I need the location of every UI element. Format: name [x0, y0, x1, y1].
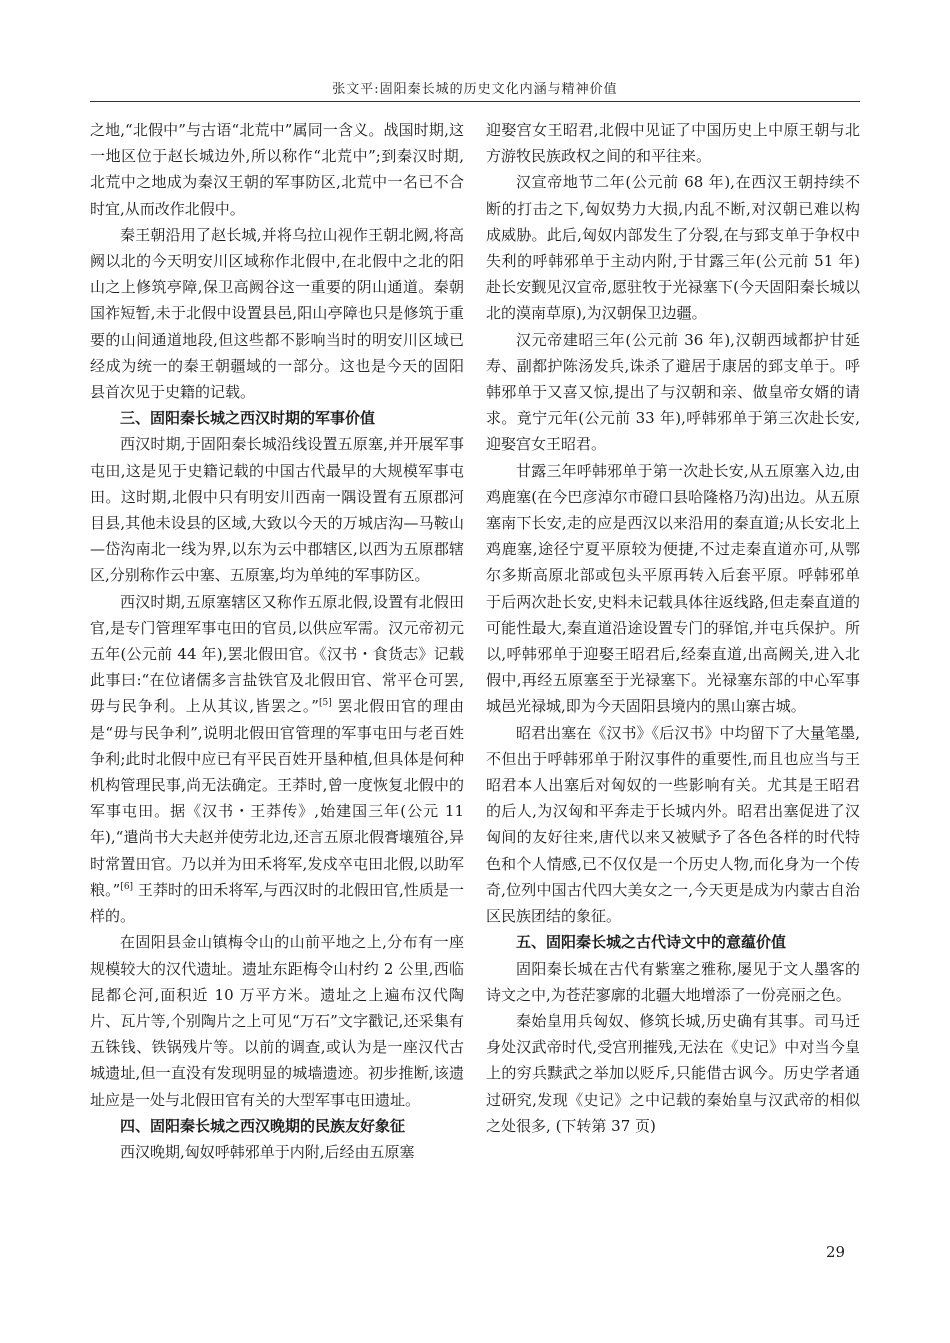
running-title: 张文平:固阳秦长城的历史文化内涵与精神价值 — [332, 82, 618, 97]
paragraph — [90, 589, 464, 930]
text-run: 罢北假田官的理由是“毋与民争利”,说明北假田官管理的军事屯田与老百姓争利;此时北假中应已有平民百姓开垦种植,但具体是何种机构管理民事,尚无法确定。王莽时,曾一度恢复北假中的军事屯田。据《汉书・王莽传》,始建国三年(公元 11 年),“遣尚书大夫赵并使劳北边,还言五原北假膏壤殖谷,异时常置田官。乃以并为田禾将军,发戍卒屯田北假,以助军粮。” — [90, 697, 464, 899]
paragraph: 昭君出塞在《汉书》《后汉书》中均留下了大量笔墨,不但出于呼韩邪单于附汉事件的重要性,而且也应当与王昭君本人出塞后对匈奴的一些影响有关。尤其是王昭君的后人,为汉匈和平奔走于长城内外。昭君出塞促进了汉匈间的友好往来,唐代以来又被赋予了各色各样的时代特色和个人情感,已不仅仅是一个历史人物,而化身为一个传奇,位列中国古代四大美女之一,今天更是成为内蒙古自治区民族团结的象征。 — [486, 723, 860, 926]
paragraph: 西汉晚期,匈奴呼韩邪单于内附,后经由五原塞 — [120, 1142, 415, 1161]
section-heading-5: 五、固阳秦长城之古代诗文中的意蕴价值 — [516, 933, 787, 952]
text-run: 西汉时期,五原塞辖区又称作五原北假,设置有北假田官,是专门管理军事屯田的官员,以供应军需。汉元帝初元五年(公元前 44 年),罢北假田官。《汉书・食货志》记载此事曰:“在位诸儒多言盐铁官及北假田官、常平仓可罢,毋与民争利。上从其议,皆罢之。” — [90, 592, 464, 716]
citation-ref-5: [5] — [318, 698, 332, 709]
paragraph: 汉元帝建昭三年(公元前 36 年),汉朝西域都护甘延寿、副都护陈汤发兵,诛杀了避居于康居的郅支单于。呼韩邪单于又喜又惊,提出了与汉朝和亲、做皇帝女婿的请求。竟宁元年(公元前 33 年),呼韩邪单于第三次赴长安,迎娶宫女王昭君。 — [486, 330, 860, 454]
text-run: 王莽时的田禾将军,与西汉时的北假田官,性质是一样的。 — [90, 880, 464, 926]
paragraph: 甘露三年呼韩邪单于第一次赴长安,从五原塞入边,由鸡鹿塞(在今巴彦淖尔市磴口县哈隆格乃沟)出边。从五原塞南下长安,走的应是西汉以来沿用的秦直道;从长安北上鸡鹿塞,途径宁夏平原较为便捷,不过走秦直道亦可,从鄂尔多斯高原北部或包头平原再转入后套平原。呼韩邪单于后两次赴长安,史料未记载具体往返线路,但走秦直道的可能性最大,秦直道沿途设置专门的驿馆,并屯兵保护。所以,呼韩邪单于迎娶王昭君后,经秦直道,出高阙关,进入北假中,再经五原塞至于光禄塞下。光禄塞东部的中心军事城邑光禄城,即为今天固阳县境内的黑山寨古城。 — [486, 461, 860, 716]
paragraph: 固阳秦长城在古代有紫塞之雅称,屡见于文人墨客的诗文之中,为苍茫寥廓的北疆大地增添了一份亮丽之色。 — [486, 959, 860, 1004]
paragraph — [486, 1008, 860, 1139]
citation-ref-6: [6] — [120, 881, 134, 892]
text-run: 秦始皇用兵匈奴、修筑长城,历史确有其事。司马迁身处汉武帝时代,受宫刑摧残,无法在《史记》中对当今皇上的穷兵黩武之举加以贬斥,只能借古讽今。历史学者通过研究,发现《史记》之中记载的秦始皇与汉武帝的相似之处很多, — [486, 1011, 860, 1135]
paragraph: 西汉时期,于固阳秦长城沿线设置五原塞,并开展军事屯田,这是见于史籍记载的中国古代最早的大规模军事屯田。这时期,北假中只有明安川西南一隅设置有五原郡河目县,其他未设县的区域,大致以今天的万城店沟—马鞍山—岱沟南北一线为界,以东为云中郡辖区,以西为五原郡辖区,分别称作云中塞、五原塞,均为单纯的军事防区。 — [90, 435, 464, 585]
paragraph: 之地,“北假中”与古语“北荒中”属同一含义。战国时期,这一地区位于赵长城边外,所以称作“北荒中”;到秦汉时期,北荒中之地成为秦汉王朝的军事防区,北荒中一名已不合时宜,从而改作北假中。 — [90, 121, 464, 218]
left-column — [90, 117, 464, 1165]
header-rule — [90, 101, 860, 102]
paragraph: 汉宣帝地节二年(公元前 68 年),在西汉王朝持续不断的打击之下,匈奴势力大损,内乱不断,对汉朝已难以构成威胁。此后,匈奴内部发生了分裂,在与郅支单于争权中失利的呼韩邪单于主动内附,于甘露三年(公元前 51 年)赴长安觐见汉宣帝,愿驻牧于光禄塞下(今天固阳秦长城以北的漠南草原),为汉朝保卫边疆。 — [486, 173, 860, 323]
continued-note: (下转第 37 页) — [555, 1116, 656, 1135]
paragraph: 秦王朝沿用了赵长城,并将乌拉山视作王朝北阙,将高阙以北的今天明安川区域称作北假中,在北假中之北的阳山之上修筑亭障,保卫高阙谷这一重要的阴山通道。秦朝国祚短暂,未于北假中设置县邑,阳山亭障也只是修筑于重要的山间通道地段,但这些都不影响当时的明安川区域已经成为统一的秦王朝疆域的一部分。这也是今天的固阳县首次见于史籍的记载。 — [90, 225, 464, 402]
page-number: 29 — [826, 1243, 846, 1261]
section-heading-3: 三、固阳秦长城之西汉时期的军事价值 — [120, 409, 376, 428]
paragraph: 迎娶宫女王昭君,北假中见证了中国历史上中原王朝与北方游牧民族政权之间的和平往来。 — [486, 121, 860, 166]
section-heading-4: 四、固阳秦长城之西汉晚期的民族友好象征 — [120, 1116, 406, 1135]
right-column — [486, 117, 860, 1139]
paragraph: 在固阳县金山镇梅令山的山前平地之上,分布有一座规模较大的汉代遗址。遗址东距梅令山村约 2 公里,西临昆都仑河,面积近 10 万平方米。遗址之上遍布汉代陶片、瓦片等,个别陶片之上可见“万石”文字戳记,还采集有五铢钱、铁锅残片等。以前的调查,或认为是一座汉代古城遗址,但一直没有发现明显的城墙遗迹。初步推断,该遗址应是一处与北假田官有关的大型军事屯田遗址。 — [90, 933, 464, 1109]
